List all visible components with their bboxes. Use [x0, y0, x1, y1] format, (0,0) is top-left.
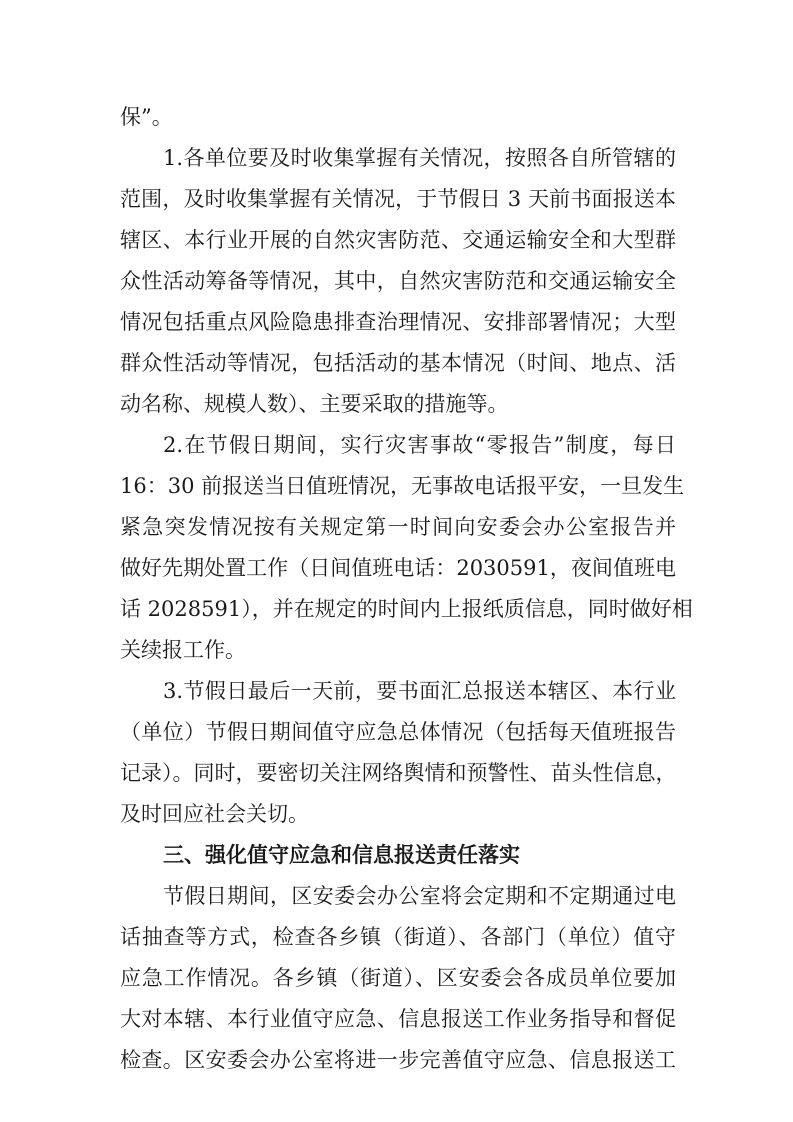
text-line: 辖区、本行业开展的自然灾害防范、交通运输安全和大型群 [120, 228, 676, 252]
text-line: 3.节假日最后一天前，要书面汇总报送本辖区、本行业 [163, 679, 676, 703]
text-line: 紧急突发情况按有关规定第一时间向安委会办公室报告并 [120, 515, 676, 539]
text-line: 检查。区安委会办公室将进一步完善值守应急、信息报送工 [120, 1048, 676, 1072]
text-line: 众性活动筹备等情况，其中，自然灾害防范和交通运输安全 [120, 269, 676, 293]
text-line: 情况包括重点风险隐患排查治理情况、安排部署情况；大型 [120, 310, 676, 334]
text-line: 应急工作情况。各乡镇（街道）、区安委会各成员单位要加 [120, 966, 676, 990]
text-line: 群众性活动等情况，包括活动的基本情况（时间、地点、活 [120, 351, 676, 375]
text-line: 1.各单位要及时收集掌握有关情况，按照各自所管辖的 [163, 146, 676, 170]
section-heading: 三、强化值守应急和信息报送责任落实 [163, 843, 520, 867]
text-line: 做好先期处置工作（日间值班电话：2030591，夜间值班电 [120, 556, 676, 580]
text-line: 16：30 前报送当日值班情况，无事故电话报平安，一旦发生 [120, 474, 685, 498]
text-line: 2.在节假日期间，实行灾害事故“零报告”制度，每日 [163, 433, 676, 457]
text-line: 话抽查等方式，检查各乡镇（街道）、各部门（单位）值守 [120, 925, 676, 949]
text-line: （单位）节假日期间值守应急总体情况（包括每天值班报告 [120, 720, 676, 744]
text-line: 节假日期间，区安委会办公室将会定期和不定期通过电 [163, 884, 676, 908]
text-line: 范围，及时收集掌握有关情况，于节假日 3 天前书面报送本 [120, 187, 676, 211]
text-line: 及时回应社会关切。 [120, 802, 309, 826]
text-line: 大对本辖、本行业值守应急、信息报送工作业务指导和督促 [120, 1007, 676, 1031]
text-line: 关续报工作。 [120, 638, 246, 662]
text-line: 动名称、规模人数）、主要采取的措施等。 [120, 392, 509, 416]
text-line: 保”。 [120, 105, 173, 129]
text-line: 记录）。同时，要密切关注网络舆情和预警性、苗头性信息， [120, 761, 677, 785]
text-line: 话 2028591），并在规定的时间内上报纸质信息，同时做好相 [120, 597, 693, 621]
